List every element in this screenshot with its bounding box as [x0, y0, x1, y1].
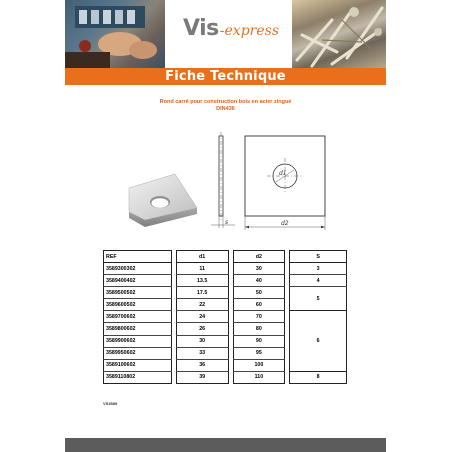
- cell-d1: 39: [176, 371, 228, 383]
- square-washer-photo: [123, 172, 203, 230]
- footer-bar: [65, 438, 386, 452]
- tools-photo-icon: [65, 0, 165, 68]
- cell-s: 3: [290, 263, 347, 275]
- technical-drawing: [205, 130, 345, 235]
- cell-ref: 3589300302: [104, 263, 172, 275]
- header-d2: d2: [233, 251, 285, 263]
- cell-d1: 26: [176, 323, 228, 335]
- cell-ref: 3589500502: [104, 287, 172, 299]
- header-s: S: [290, 251, 347, 263]
- cell-d2: 40: [233, 275, 285, 287]
- document-code: VS3589: [103, 401, 118, 406]
- table-row: [104, 287, 347, 299]
- cell-s: 6: [290, 311, 347, 371]
- product-title: [65, 99, 386, 113]
- cell-d1: 17.5: [176, 287, 228, 299]
- header-photo-screws: [292, 0, 386, 68]
- table-header-row: [104, 251, 347, 263]
- cell-ref: 3589100602: [104, 359, 172, 371]
- logo-vis-text: Vis: [183, 16, 219, 41]
- cell-d1: 33: [176, 347, 228, 359]
- cell-ref: 3589400402: [104, 275, 172, 287]
- cell-d1: 30: [176, 335, 228, 347]
- cell-d1: 36: [176, 359, 228, 371]
- dimension-d2-label: d2: [281, 220, 289, 227]
- logo-express-text: -express: [219, 23, 280, 39]
- cell-d1: 11: [176, 263, 228, 275]
- table-row: [104, 275, 347, 287]
- cell-s: 8: [290, 371, 347, 383]
- table-row: [104, 263, 347, 275]
- cell-d2: 30: [233, 263, 285, 275]
- dimension-s-label: s: [225, 219, 229, 226]
- fiche-technique-banner: [65, 68, 386, 85]
- datasheet-page: [65, 0, 386, 452]
- cell-d1: 22: [176, 299, 228, 311]
- banner-title: Fiche Technique: [165, 69, 286, 84]
- cell-d2: 95: [233, 347, 285, 359]
- cell-ref: 3589600502: [104, 299, 172, 311]
- cell-s: 5: [290, 287, 347, 311]
- cell-ref: 3589110802: [104, 371, 172, 383]
- cell-ref: 3589700602: [104, 311, 172, 323]
- cell-d2: 70: [233, 311, 285, 323]
- cell-ref: 3589950602: [104, 347, 172, 359]
- dimension-d1-label: d1: [279, 170, 287, 177]
- cell-d2: 80: [233, 323, 285, 335]
- cell-ref: 3589900602: [104, 335, 172, 347]
- table-row: [104, 371, 347, 383]
- product-title-line1: Rond carré pour construction bois en acier zingué: [159, 99, 292, 105]
- header: [65, 0, 386, 68]
- cell-d2: 60: [233, 299, 285, 311]
- cell-d2: 90: [233, 335, 285, 347]
- cell-d2: 50: [233, 287, 285, 299]
- screws-photo-icon: [292, 0, 386, 68]
- cell-s: 4: [290, 275, 347, 287]
- header-photo-tools: [65, 0, 165, 68]
- table-row: [104, 311, 347, 323]
- cell-d2: 100: [233, 359, 285, 371]
- product-standard: DIN436: [216, 106, 235, 112]
- cell-d1: 24: [176, 311, 228, 323]
- cell-d1: 13.5: [176, 275, 228, 287]
- header-d1: d1: [176, 251, 228, 263]
- header-ref: REF: [104, 251, 172, 263]
- vis-express-logo: [183, 16, 279, 50]
- dimensions-table: [103, 250, 347, 384]
- cell-d2: 110: [233, 371, 285, 383]
- cell-ref: 3589800602: [104, 323, 172, 335]
